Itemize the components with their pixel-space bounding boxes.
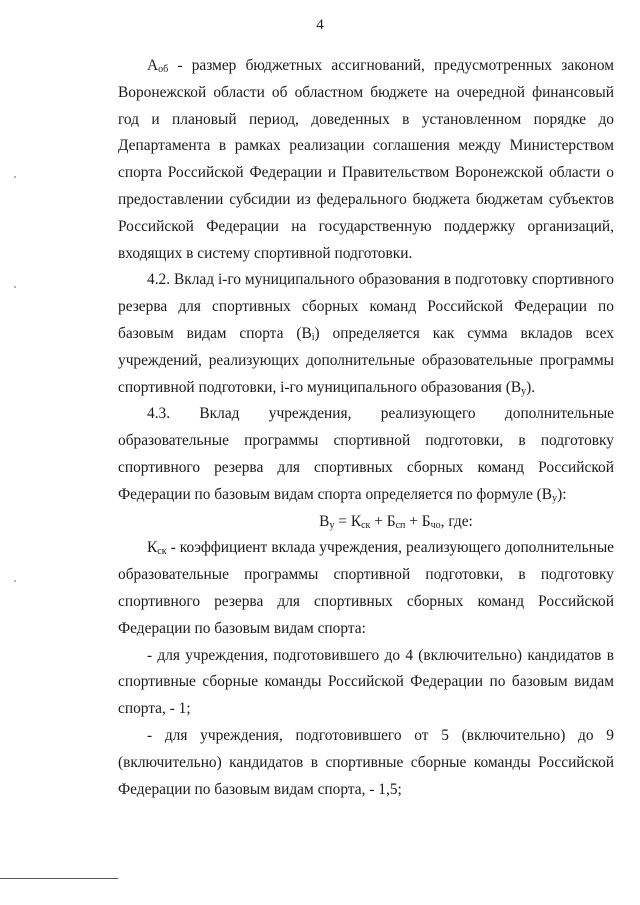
formula-lhs-subscript: у (329, 519, 335, 531)
symbol-k-subscript: ск (157, 546, 167, 558)
formula (118, 509, 614, 536)
paragraph-coefficient-text: - коэффициент вклада учреждения, реализующего дополнительные образовательные программы спортивной подготовки, в подготовку спортивного резерва для спортивных сборных команд Российской Федерации по базовым видам спорта: (118, 539, 614, 637)
paragraph-budget-allocation-text: - размер бюджетных ассигнований, предусмотренных законом Воронежской области об областном бюджете на очередной финансовый год и плановый период, доведенных в установленном порядке до Департамента в рамках реализации соглашения между Министерством спорта Российской Федерации и Правительством Воронежской области о предоставлении субсидии из федерального бюджета бюджетам субъектов Российской Федерации на государственную поддержку организаций, входящих в систему спортивной подготовки. (118, 57, 614, 262)
paragraph-4-3-part-2: ): (557, 485, 567, 503)
symbol-k: К (147, 539, 158, 557)
paragraph-4-3-continued (118, 428, 614, 508)
paragraph-4-2-part-1: 4.2. Вклад i-го муниципального образования в подготовку спортивного резерва для спортивных сборных команд Российской Федерации по базовым видам спорта (В (118, 271, 614, 342)
footnote-rule (0, 878, 118, 879)
subscript-u: у (521, 385, 527, 397)
margin-speck (14, 286, 16, 288)
margin-speck (14, 580, 16, 582)
paragraph-4-3-first-line: 4.3. Вклад учреждения, реализующего дополнительные (147, 405, 614, 423)
paragraph-4-3-part-1: образовательные программы спортивной подготовки, в подготовку спортивного резерва для спортивных сборных команд Российской Федерации по базовым видам спорта определяется по формуле (В (118, 432, 614, 503)
paragraph-4-2-part-3: ). (526, 378, 536, 396)
list-item-5-to-9: - для учреждения, подготовившего от 5 (включительно) до 9 (включительно) кандидатов в спортивные сборные команды Российской Федерации по базовым видам спорта, - 1,5; (118, 726, 614, 798)
page-number: 4 (316, 17, 324, 33)
paragraph-budget-allocation (118, 53, 614, 267)
formula-k: = К (334, 512, 362, 530)
formula-b2: + Б (405, 512, 431, 530)
document-body (118, 53, 614, 803)
formula-b1-subscript: сп (395, 519, 406, 531)
paragraph-4-2-part-2: ) определяется как сумма вкладов всех учреждений, реализующих дополнительные образовательные программы спортивной подготовки, i-го муниципального образования (В (118, 324, 614, 396)
paragraph-4-2 (118, 267, 614, 401)
formula-k-subscript: ск (361, 519, 371, 531)
symbol-a-subscript: об (158, 64, 169, 75)
formula-lhs: В (319, 512, 330, 530)
subscript-i: i (311, 331, 315, 343)
list-item-up-to-4: - для учреждения, подготовившего до 4 (включительно) кандидатов в спортивные сборные команды Российской Федерации по базовым видам спорта, - 1; (118, 646, 614, 718)
formula-tail: , где: (440, 512, 473, 530)
subscript-u-formula-ref: у (552, 492, 558, 504)
margin-speck (14, 176, 16, 178)
symbol-a: А (147, 57, 159, 74)
paragraph-4-3 (118, 401, 614, 428)
formula-b2-subscript: чо (430, 519, 441, 531)
paragraph-coefficient (118, 535, 614, 642)
formula-b1: + Б (370, 512, 396, 530)
